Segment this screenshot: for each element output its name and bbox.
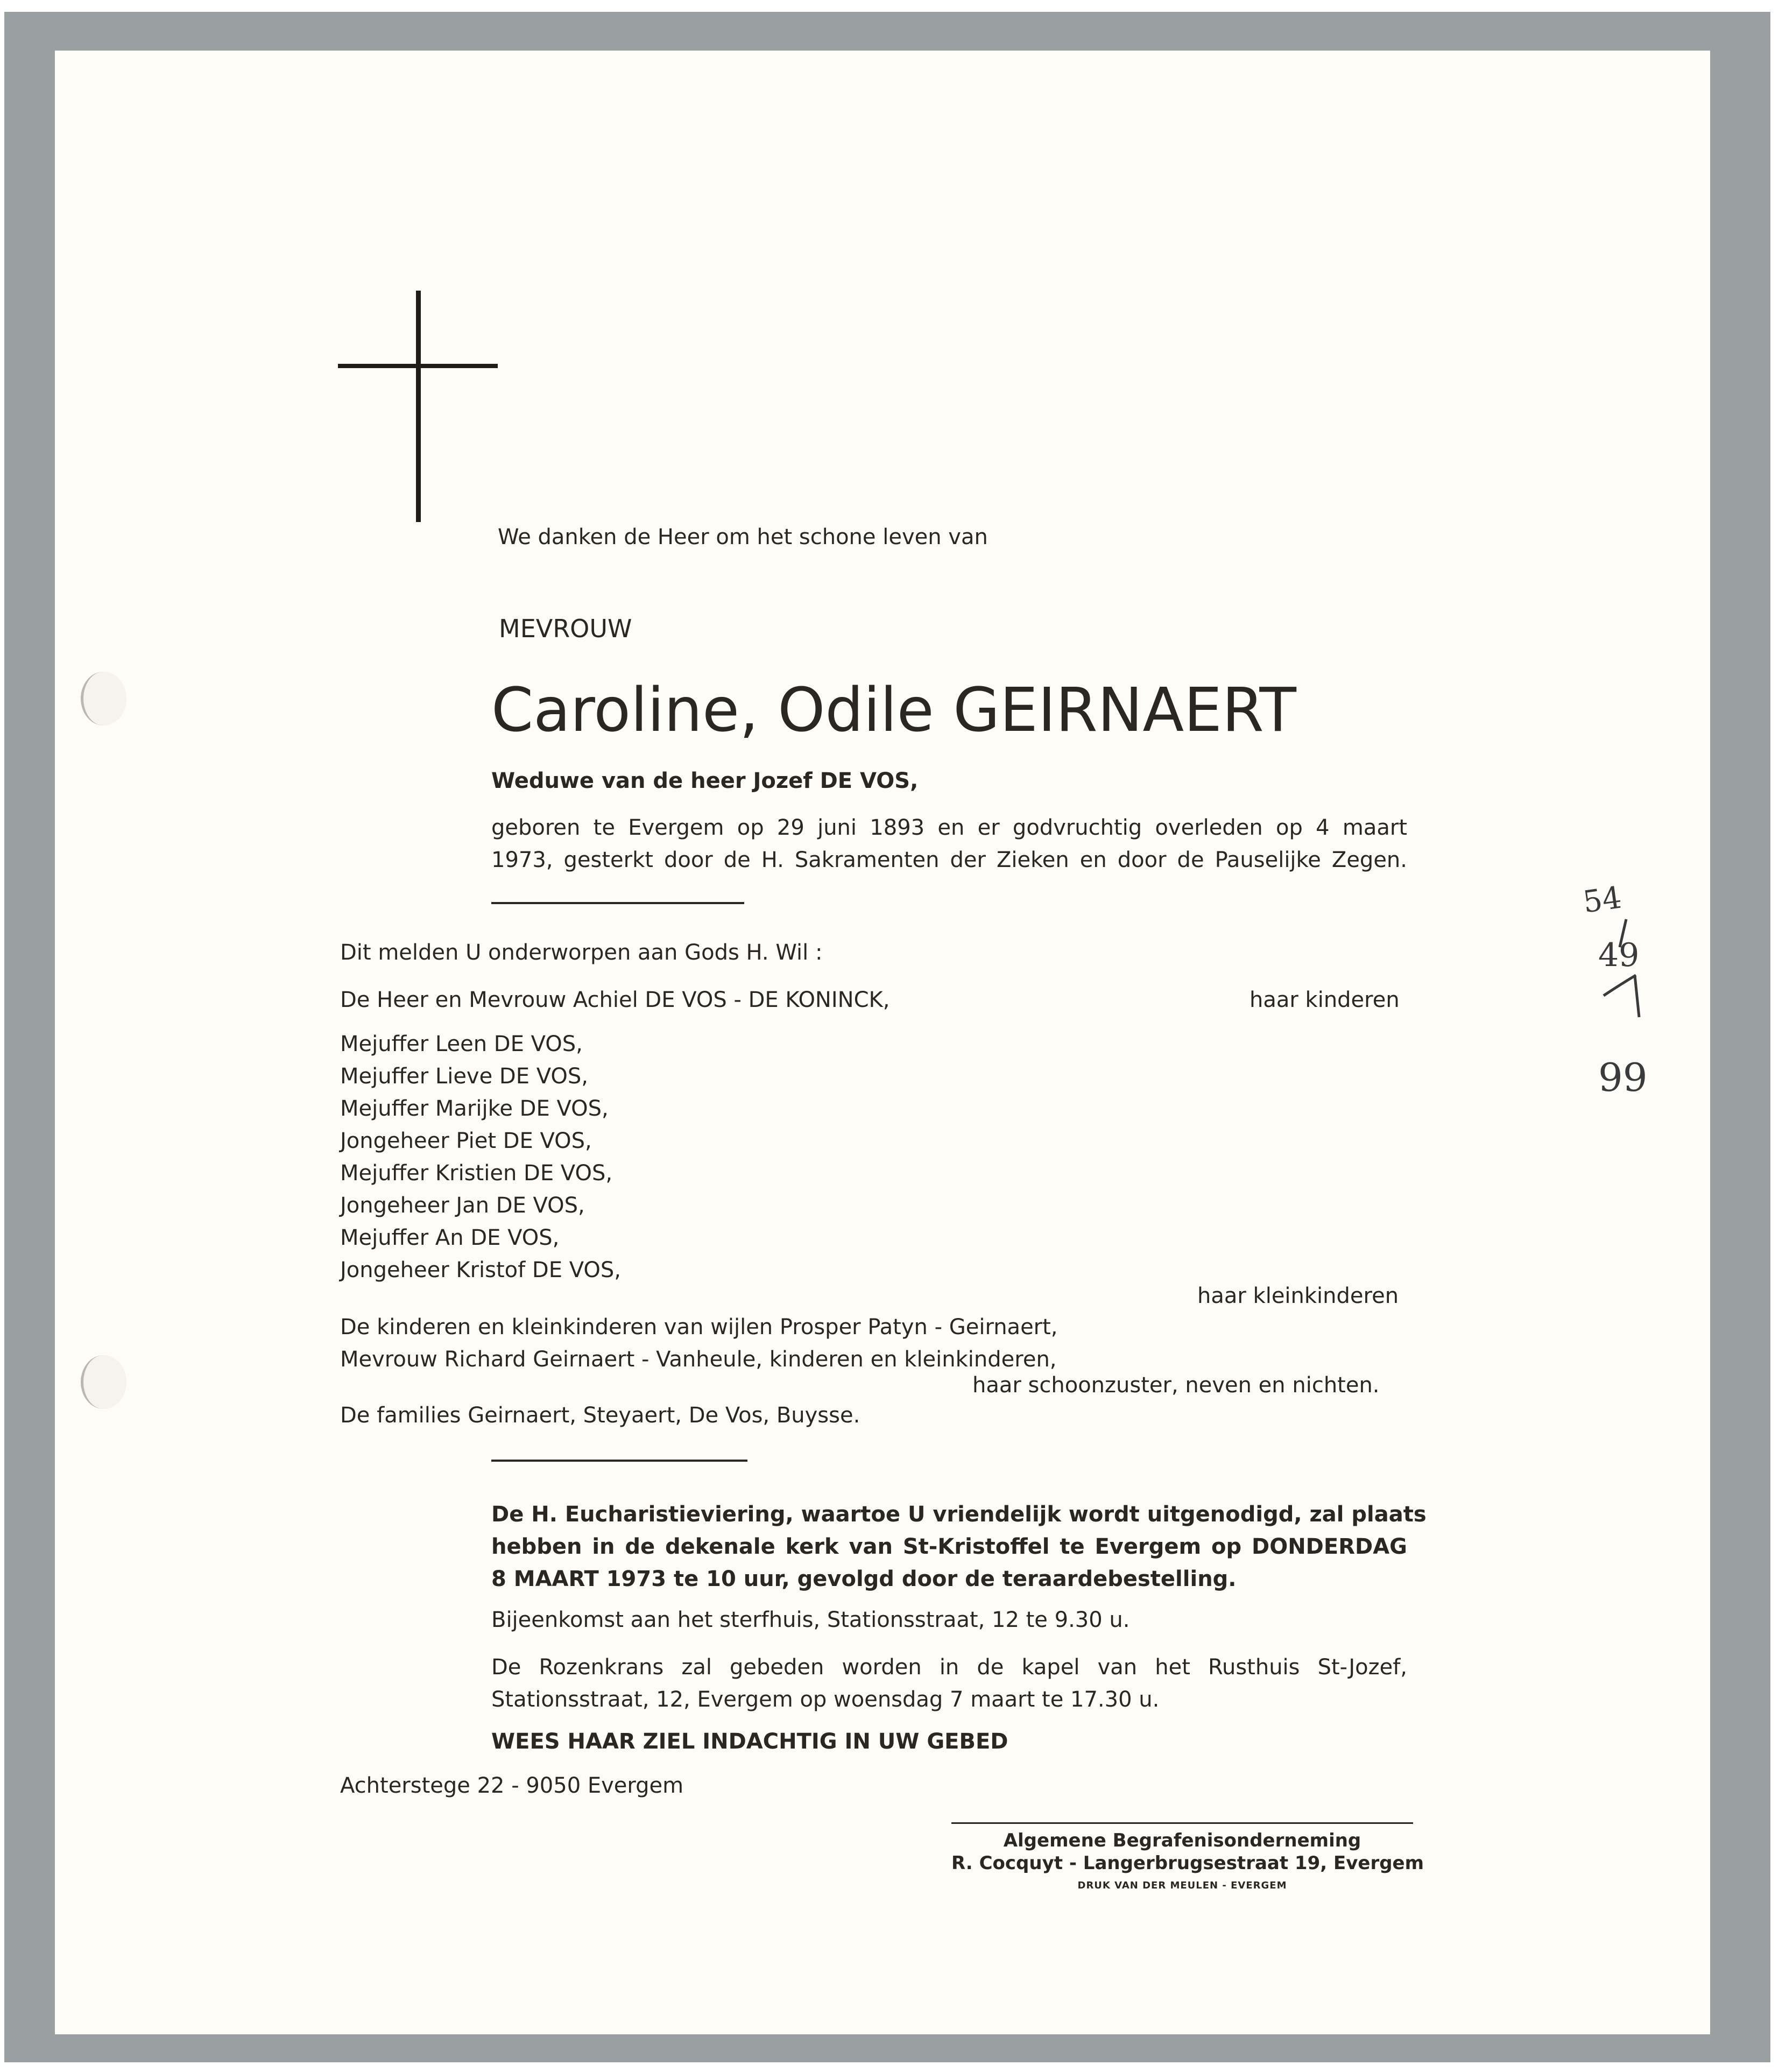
handwritten-note-1: 54 [1580, 880, 1624, 920]
punch-hole-bottom [81, 1355, 126, 1409]
mass-line-2: hebben in de dekenale kerk van St-Kristoffel te Evergem op DONDERDAG [491, 1534, 1407, 1559]
intro-text: We danken de Heer om het schone leven van [498, 525, 988, 549]
list-item: Mejuffer Kristien DE VOS, [340, 1161, 613, 1186]
deceased-name: Caroline, Odile GEIRNAERT [491, 675, 1296, 745]
divider-2 [491, 1460, 747, 1462]
undertaker-line-2: R. Cocquyt - Langerbrugsestraat 19, Evergem [951, 1852, 1424, 1874]
family-line-2: Mevrouw Richard Geirnaert - Vanheule, kinderen en kleinkinderen, [340, 1347, 1057, 1372]
list-item: Mejuffer Leen DE VOS, [340, 1032, 583, 1056]
meeting-text: Bijeenkomst aan het sterfhuis, Stationsstraat, 12 te 9.30 u. [491, 1608, 1130, 1632]
rosary-paragraph [491, 1651, 1407, 1716]
title-text: MEVROUW [499, 614, 632, 643]
announce-text: Dit melden U onderworpen aan Gods H. Wil : [340, 940, 823, 965]
birth-paragraph [491, 812, 1407, 876]
list-item: Jongeheer Jan DE VOS, [340, 1193, 585, 1218]
divider-3 [951, 1822, 1413, 1824]
grandchildren-label: haar kleinkinderen [1197, 1284, 1399, 1308]
mass-line-1: De H. Eucharistieviering, waartoe U vriendelijk wordt uitgenodigd, zal plaats [491, 1502, 1427, 1527]
families-text: De families Geirnaert, Steyaert, De Vos, Buysse. [340, 1403, 860, 1428]
children-label: haar kinderen [1249, 988, 1400, 1012]
handwritten-stroke [1593, 915, 1647, 1023]
birth-line-1: geboren te Evergem op 29 juni 1893 en er godvruchtig overleden op 4 maart [491, 815, 1407, 840]
cross-icon [416, 291, 421, 522]
list-item: Mejuffer An DE VOS, [340, 1225, 560, 1250]
family-line-1: De kinderen en kleinkinderen van wijlen Prosper Patyn - Geirnaert, [340, 1315, 1058, 1340]
handwritten-note-2: 49 [1598, 936, 1640, 974]
family-label: haar schoonzuster, neven en nichten. [972, 1373, 1380, 1398]
divider-1 [491, 902, 744, 904]
list-item: Jongeheer Kristof DE VOS, [340, 1258, 621, 1282]
cross-icon-bar [338, 364, 498, 368]
printer-text: DRUK VAN DER MEULEN - EVERGEM [1077, 1880, 1287, 1891]
undertaker-line-1: Algemene Begrafenisonderneming [1003, 1830, 1361, 1851]
rosary-line-2: Stationsstraat, 12, Evergem op woensdag 7 maart te 17.30 u. [491, 1687, 1160, 1712]
list-item: Mejuffer Marijke DE VOS, [340, 1096, 609, 1121]
mass-line-3: 8 MAART 1973 te 10 uur, gevolgd door de teraardebestelling. [491, 1567, 1237, 1591]
punch-hole-top [81, 672, 126, 725]
address-text: Achterstege 22 - 9050 Evergem [340, 1773, 684, 1798]
birth-line-2: 1973, gesterkt door de H. Sakramenten der Zieken en door de Pauselijke Zegen. [491, 848, 1407, 872]
widow-text: Weduwe van de heer Jozef DE VOS, [491, 769, 919, 793]
prayer-text: WEES HAAR ZIEL INDACHTIG IN UW GEBED [491, 1729, 1008, 1754]
list-item: Mejuffer Lieve DE VOS, [340, 1064, 588, 1089]
mass-paragraph [491, 1498, 1427, 1595]
grandchildren-list [340, 1028, 621, 1286]
list-item: Jongeheer Piet DE VOS, [340, 1129, 592, 1153]
handwritten-note-3: 99 [1598, 1055, 1648, 1100]
children-line: De Heer en Mevrouw Achiel DE VOS - DE KONINCK, [340, 988, 890, 1012]
rosary-line-1: De Rozenkrans zal gebeden worden in de kapel van het Rusthuis St-Jozef, [491, 1655, 1407, 1680]
